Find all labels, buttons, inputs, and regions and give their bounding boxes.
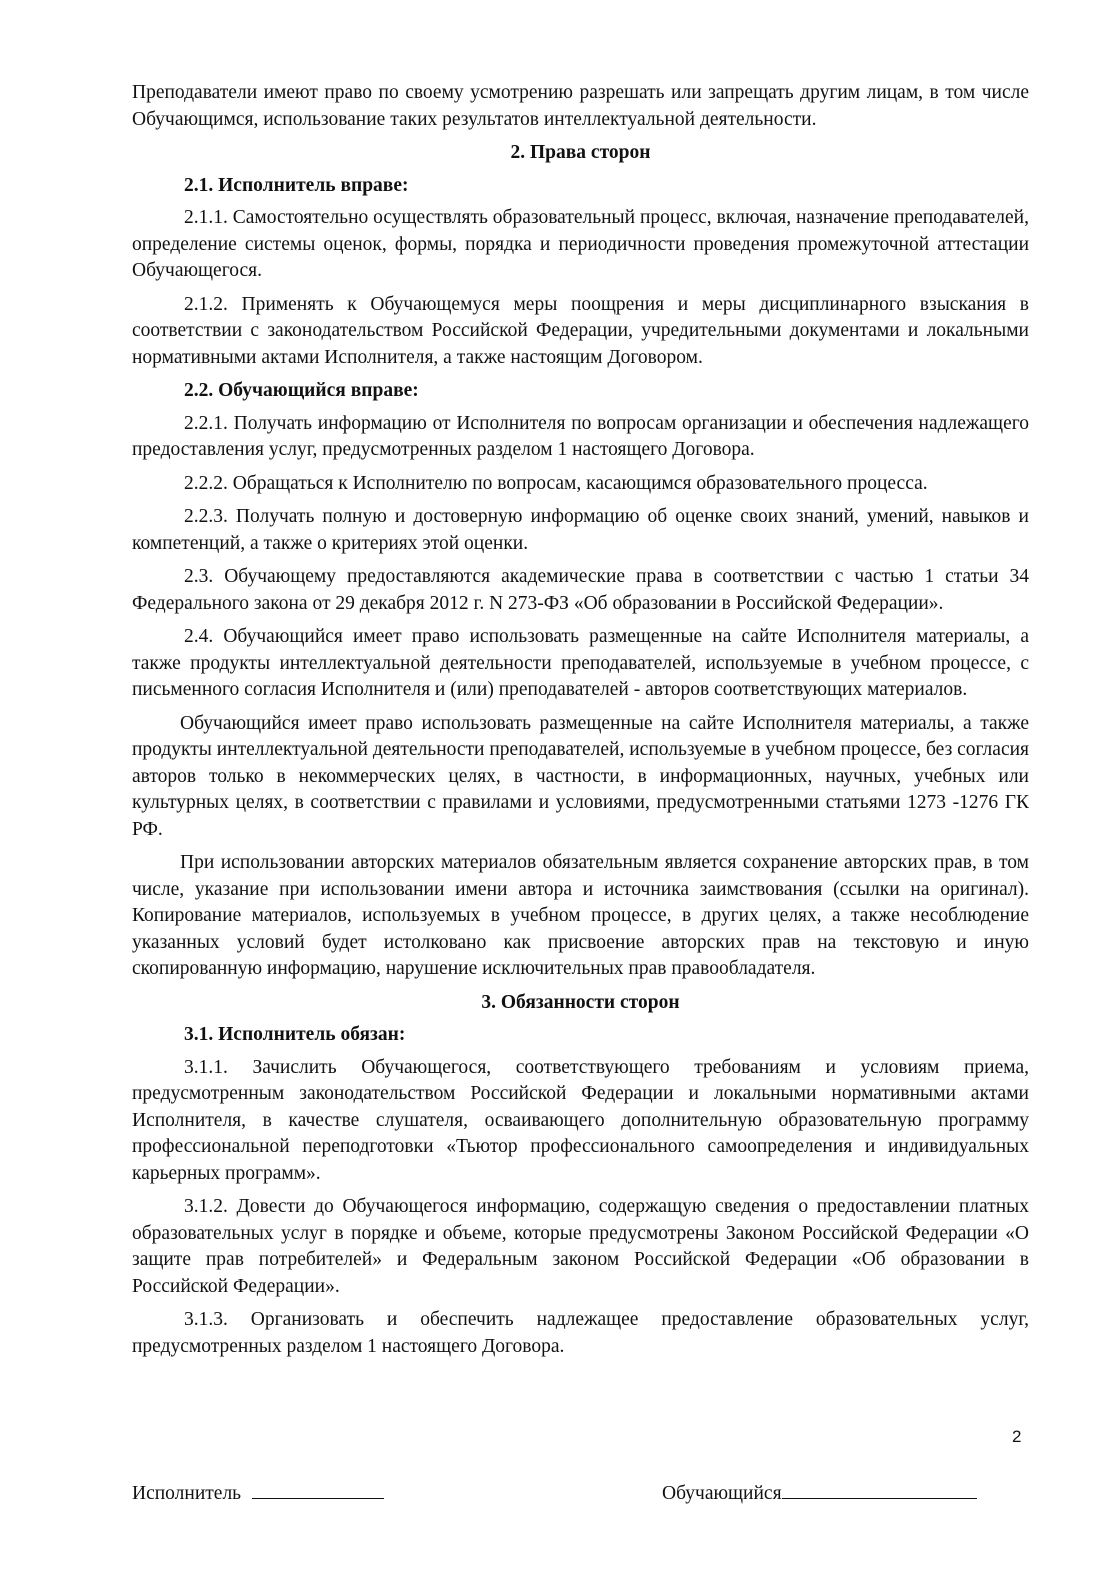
signature-executor-label: Исполнитель	[132, 1483, 242, 1504]
paragraph-2-4-noncommercial: Обучающийся имеет право использовать размещенные на сайте Исполнителя материалы, а также продукты интеллектуальной деятельности преподавателей, используемые в учебном процессе, без согласия авторов только в некоммерческих целях, в частности, в информационных, научных, учебных или культурных целях, в соответствии с правилами и условиями, предусмотренными статьями 1273 -1276 ГК РФ.	[132, 712, 1029, 840]
signature-student-line	[782, 1478, 977, 1499]
paragraph-2-1-1: 2.1.1. Самостоятельно осуществлять образовательный процесс, включая, назначение преподавателей, определение системы оценок, формы, порядка и периодичности проведения промежуточной аттестации Обучающегося.	[132, 207, 1029, 281]
paragraph-2-4: 2.4. Обучающийся имеет право использовать размещенные на сайте Исполнителя материалы, а также продукты интеллектуальной деятельности преподавателей, используемые в учебном процессе, с письменного согласия Исполнителя и (или) преподавателей - авторов соответствующих материалов.	[132, 626, 1029, 700]
page-number: 2	[1012, 1427, 1022, 1446]
paragraph-3-1-1: 3.1.1. Зачислить Обучающегося, соответствующего требованиям и условиям приема, предусмотренным законодательством Российской Федерации и локальными нормативными актами Исполнителя, в качестве слушателя, осваивающего дополнительную образовательную программу профессиональной переподготовки «Тьютор профессионального самоопределения и индивидуальных карьерных программ».	[132, 1056, 1029, 1184]
signature-student-label: Обучающийся	[662, 1483, 782, 1504]
paragraph-3-1-2: 3.1.2. Довести до Обучающегося информацию, содержащую сведения о предоставлении платных образовательных услуг в порядке и объеме, которые предусмотрены Законом Российской Федерации «О защите прав потребителей» и Федеральным законом Российской Федерации «Об образовании в Российской Федерации».	[132, 1196, 1029, 1297]
intro-paragraph: Преподаватели имеют право по своему усмотрению разрешать или запрещать другим лицам, в том числе Обучающимся, использование таких результатов интеллектуальной деятельности.	[132, 82, 1029, 130]
document-body	[132, 80, 1029, 1367]
paragraph-2-2-2: 2.2.2. Обращаться к Исполнителю по вопросам, касающимся образовательного процесса.	[184, 472, 928, 494]
paragraph-2-2-1: 2.2.1. Получать информацию от Исполнителя по вопросам организации и обеспечения надлежащего предоставления услуг, предусмотренных разделом 1 настоящего Договора.	[132, 412, 1029, 460]
subsection-2-1-title: 2.1. Исполнитель вправе:	[184, 174, 409, 196]
paragraph-2-2-3: 2.2.3. Получать полную и достоверную информацию об оценке своих знаний, умений, навыков и компетенций, а также о критериях этой оценки.	[132, 506, 1029, 554]
paragraph-2-4-copyright: При использовании авторских материалов обязательным является сохранение авторских прав, в том числе, указание при использовании имени автора и источника заимствования (ссылки на оригинал). Копирование материалов, используемых в учебном процессе, в других целях, а также несоблюдение указанных условий будет истолковано как присвоение авторских прав на текстовую и иную скопированную информацию, нарушение исключительных прав правообладателя.	[132, 852, 1029, 979]
paragraph-2-1-2: 2.1.2. Применять к Обучающемуся меры поощрения и меры дисциплинарного взыскания в соответствии с законодательством Российской Федерации, учредительными документами и локальными нормативными актами Исполнителя, а также настоящим Договором.	[132, 293, 1029, 368]
signature-student	[662, 1478, 977, 1505]
signature-executor-line	[252, 1478, 384, 1499]
subsection-3-1-title: 3.1. Исполнитель обязан:	[184, 1024, 406, 1045]
paragraph-2-3: 2.3. Обучающему предоставляются академические права в соответствии с частью 1 статьи 34 Федерального закона от 29 декабря 2012 г. N 273-ФЗ «Об образовании в Российской Федерации».	[132, 566, 1029, 614]
subsection-2-2-title: 2.2. Обучающийся вправе:	[184, 380, 419, 401]
section-3-title: 3. Обязанности сторон	[481, 991, 680, 1013]
section-2-title: 2. Права сторон	[510, 142, 651, 163]
paragraph-3-1-3: 3.1.3. Организовать и обеспечить надлежащее предоставление образовательных услуг, предусмотренных разделом 1 настоящего Договора.	[132, 1309, 1029, 1357]
signature-executor	[132, 1478, 384, 1505]
